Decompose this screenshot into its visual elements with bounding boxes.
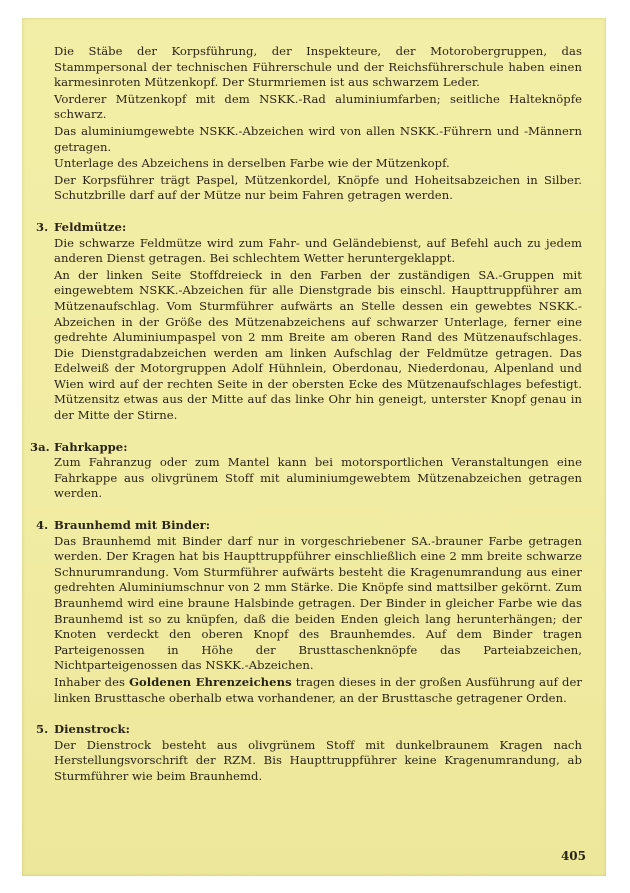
section-paragraph: Die schwarze Feldmütze wird zum Fahr- und Geländebienst, auf Befehl auch zu jedem anderen Dienst getragen. Bei schlechtem Wetter heruntergeklappt.	[54, 235, 582, 266]
section-fahrkappe	[30, 439, 582, 502]
intro-block	[54, 44, 582, 204]
emphasis-paragraph	[54, 675, 582, 706]
intro-paragraph: Die Stäbe der Korpsführung, der Inspekteure, der Motorobergruppen, das Stammpersonal der technischen Führerschule und der Reichsführerschule haben einen karmesinroten Mützenkopf. Der Sturmriemen ist aus schwarzem Leder.	[54, 44, 582, 90]
section-dienstrock	[36, 722, 582, 784]
section-number: 3.	[36, 219, 49, 234]
section-paragraph: Das Braunhemd mit Binder darf nur in vorgeschriebener SA.-brauner Farbe getragen werden. Der Kragen hat bis Haupttruppführer einschließlich eine 2 mm breite schwarze Schnurumrandung. Vom Sturmführer aufwärts besteht die Kragenumrandung aus einer gedrehten Aluminiumschnur von 2 mm Stärke. Die Knöpfe sind mattsilber gekörnt. Zum Braunhemd wird eine braune Halsbinde getragen. Der Binder in gleicher Farbe wie das Braunhemd ist so zu knüpfen, daß die beiden Enden gleich lang herunterhängen; der Knoten verdeckt den oberen Knopf des Braunhemdes. Auf dem Binder tragen Parteigenossen in Höhe der Brusttaschenknöpfe das Parteiabzeichen, Nichtparteigenossen das NSKK.-Abzeichen.	[54, 533, 582, 673]
intro-paragraph: Der Korpsführer trägt Paspel, Mützenkordel, Knöpfe und Hoheitsabzeichen in Silber. Schutzbrille darf auf der Mütze nur beim Fahren getragen werden.	[54, 172, 582, 203]
emphasis-bold-term: Goldenen Ehrenzeichens	[129, 674, 292, 689]
section-heading: Braunhemd mit Binder:	[54, 518, 211, 533]
section-feldmuetze	[36, 219, 582, 424]
section-number: 3a.	[30, 439, 50, 454]
section-paragraph: Zum Fahranzug oder zum Mantel kann bei motorsportlichen Veranstaltungen eine Fahrkappe aus olivgrünem Stoff mit aluminiumgewebtem Mützenabzeichen getragen werden.	[54, 455, 582, 501]
intro-paragraph: Unterlage des Abzeichens in derselben Farbe wie der Mützenkopf.	[54, 156, 450, 171]
document-page	[22, 18, 606, 876]
page-number: 405	[560, 849, 586, 863]
intro-paragraph: Das aluminiumgewebte NSKK.-Abzeichen wird von allen NSKK.-Führern und -Männern getragen.	[54, 123, 582, 154]
section-heading: Dienstrock:	[54, 722, 130, 737]
section-braunhemd	[36, 518, 582, 706]
section-number: 4.	[36, 518, 49, 533]
section-heading: Feldmütze:	[54, 219, 127, 234]
section-number: 5.	[36, 722, 49, 737]
intro-paragraph: Vorderer Mützenkopf mit dem NSKK.-Rad aluminiumfarben; seitliche Halteknöpfe schwarz.	[54, 91, 582, 122]
section-heading: Fahrkappe:	[54, 439, 128, 454]
emphasis-after: tragen dieses in der großen Ausführung auf der linken Brusttasche oberhalb etwa vorhandener, an der Brusttasche getragener Orden.	[54, 674, 582, 705]
section-paragraph: An der linken Seite Stoffdreieck in den Farben der zuständigen SA.-Gruppen mit eingewebtem NSKK.-Abzeichen für alle Dienstgrade bis einschl. Haupttruppführer am Mützenaufschlag. Vom Sturmführer aufwärts an Stelle dessen ein gewebtes NSKK.-Abzeichen in der Größe des Mützenabzeichens auf schwarzer Unterlage, ferner eine gedrehte Aluminiumpaspel von 2 mm Breite am oberen Rand des Mützenaufschlages. Die Dienstgradabzeichen werden am linken Aufschlag der Feldmütze getragen. Das Edelweiß der Motorgruppen Adolf Hühnlein, Oberdonau, Niederdonau, Alpenland und Wien wird auf der rechten Seite in der obersten Ecke des Mützenaufschlages befestigt. Mützensitz etwas aus der Mitte auf das linke Ohr hin geneigt, unterster Knopf genau in der Mitte der Stirne.	[54, 267, 582, 423]
emphasis-before: Inhaber des	[54, 674, 130, 689]
page-text	[30, 44, 582, 785]
section-paragraph: Der Dienstrock besteht aus olivgrünem Stoff mit dunkelbraunem Kragen nach Herstellungsvorschrift der RZM. Bis Haupttruppführer keine Kragenumrandung, ab Sturmführer wie beim Braunhemd.	[54, 737, 582, 783]
